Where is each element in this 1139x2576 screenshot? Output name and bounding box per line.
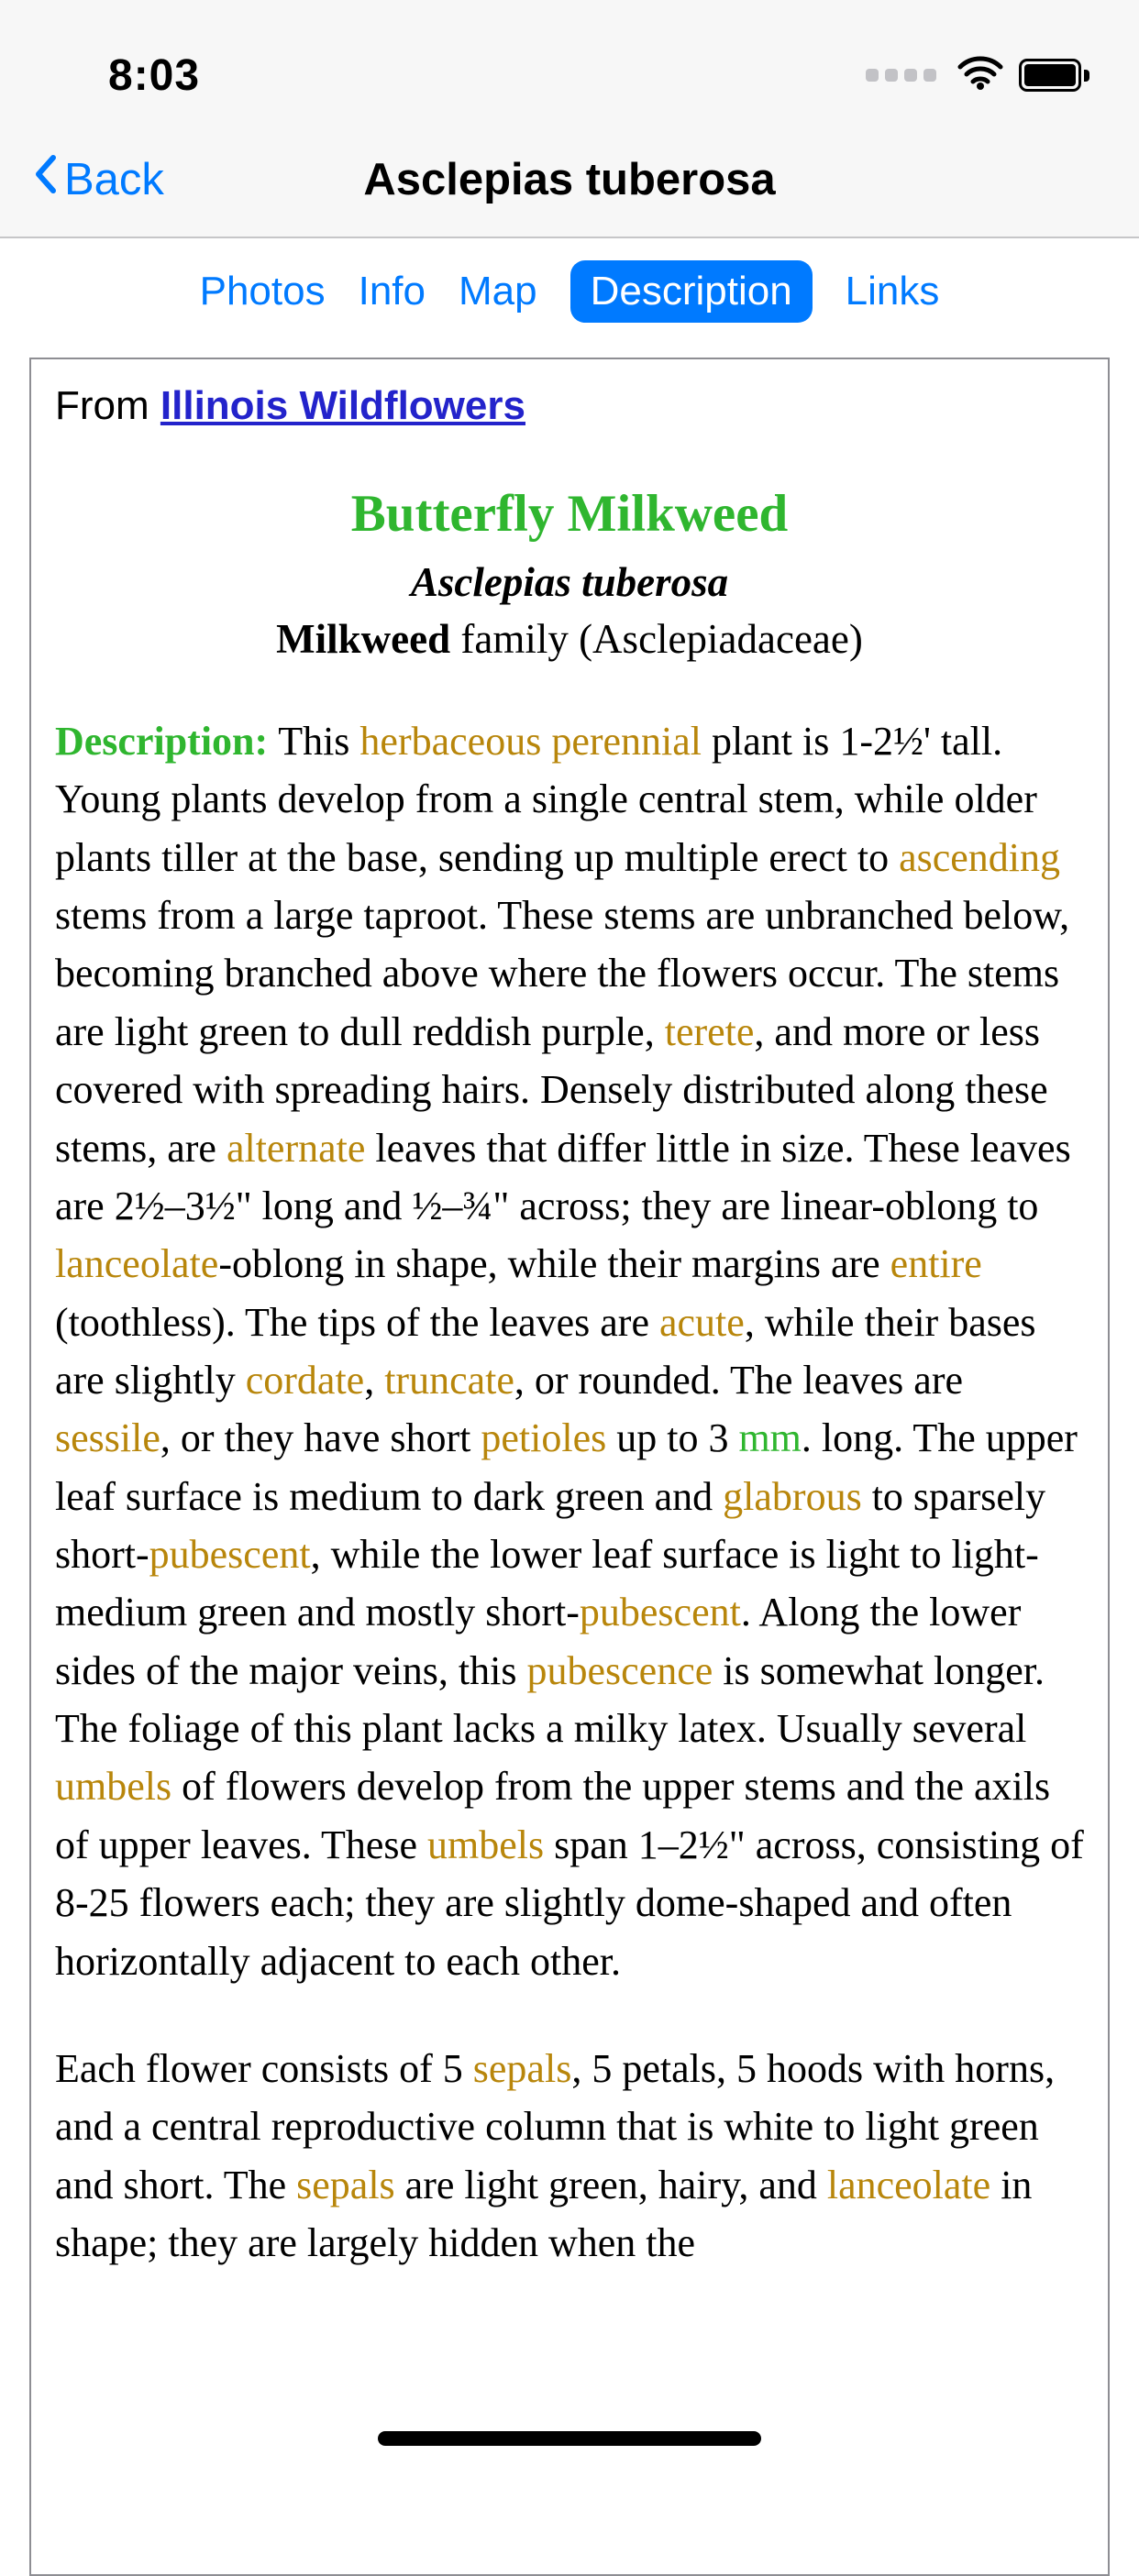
source-prefix: From bbox=[55, 383, 160, 428]
page-title: Asclepias tuberosa bbox=[363, 155, 776, 204]
text-segment: Each flower consists of 5 bbox=[55, 2045, 473, 2091]
text-segment: , or they have short bbox=[160, 1415, 481, 1461]
glossary-link[interactable]: pubescent bbox=[579, 1590, 741, 1635]
text-segment: is somewhat longer. The foliage of this plant lacks a milky latex. Usually several bbox=[55, 1647, 1045, 1752]
tab-info[interactable]: Info bbox=[358, 269, 426, 314]
plant-common-name-heading: Butterfly Milkweed bbox=[350, 485, 789, 543]
status-bar bbox=[0, 0, 1139, 123]
glossary-link[interactable]: umbels bbox=[55, 1764, 172, 1810]
text-segment: to sparsely short- bbox=[55, 1473, 1046, 1578]
chevron-left-icon bbox=[33, 154, 57, 205]
glossary-link[interactable]: herbaceous perennial bbox=[359, 719, 702, 764]
text-segment: . long. The upper leaf surface is medium to dark green and bbox=[55, 1415, 1078, 1519]
source-link[interactable]: Illinois Wildflowers bbox=[160, 383, 525, 428]
glossary-link[interactable]: ascending bbox=[899, 834, 1061, 880]
text-segment: , while the lower leaf surface is light to light-medium green and mostly short- bbox=[55, 1532, 1039, 1635]
text-segment: plant is 1-2½' tall. Young plants develop from a single central stem, while older plants tiller at the base, sending up multiple erect to bbox=[55, 719, 1037, 880]
glossary-link[interactable]: truncate bbox=[384, 1357, 514, 1403]
text-segment: -oblong in shape, while their margins are bbox=[218, 1241, 890, 1287]
text-segment: Description: bbox=[55, 719, 279, 764]
text-segment: . Along the lower sides of the major veins, this bbox=[55, 1590, 1022, 1693]
glossary-link[interactable]: petioles bbox=[481, 1415, 607, 1461]
glossary-link[interactable]: pubescence bbox=[526, 1647, 713, 1693]
text-segment: This bbox=[278, 719, 360, 764]
back-label: Back bbox=[64, 155, 164, 204]
text-segment: , and more or less covered with spreading hairs. Densely distributed along these stems, are bbox=[55, 1008, 1048, 1171]
home-indicator[interactable] bbox=[378, 2431, 761, 2446]
back-button[interactable] bbox=[33, 154, 164, 205]
tab-bar bbox=[0, 259, 1139, 325]
glossary-link[interactable]: cordate bbox=[245, 1357, 365, 1403]
glossary-link[interactable]: mm bbox=[738, 1415, 802, 1461]
description-content-box[interactable] bbox=[29, 358, 1110, 2576]
text-segment: leaves that differ little in size. These leaves are 2½–3½" long and ½–¾" across; they are linear-oblong to bbox=[55, 1125, 1071, 1228]
cellular-dots-icon bbox=[866, 69, 936, 82]
description-paragraph bbox=[55, 2040, 1084, 2272]
tab-map[interactable]: Map bbox=[458, 269, 537, 314]
tab-links[interactable]: Links bbox=[845, 269, 940, 314]
text-segment: up to 3 bbox=[606, 1415, 739, 1461]
glossary-link[interactable]: lanceolate bbox=[55, 1241, 219, 1287]
glossary-link[interactable]: pubescent bbox=[149, 1532, 311, 1578]
tab-photos[interactable]: Photos bbox=[199, 269, 326, 314]
text-segment: , while their bases are slightly bbox=[55, 1299, 1036, 1403]
glossary-link[interactable]: sessile bbox=[55, 1415, 160, 1461]
battery-icon bbox=[1019, 59, 1089, 92]
text-segment: are light green, hairy, and bbox=[394, 2162, 827, 2207]
status-icons bbox=[866, 56, 1089, 95]
status-time: 8:03 bbox=[108, 50, 201, 100]
plant-scientific-name: Asclepias tuberosa bbox=[410, 559, 729, 605]
glossary-link[interactable]: acute bbox=[659, 1299, 745, 1345]
text-segment: in shape; they are largely hidden when the bbox=[55, 2162, 1033, 2265]
text-segment: stems from a large taproot. These stems are unbranched below, becoming branched above where the flowers occur. The stems are light green to dull reddish purple, bbox=[55, 893, 1070, 1054]
text-segment: Milkweed bbox=[276, 616, 451, 662]
text-segment: , bbox=[364, 1357, 385, 1403]
text-segment: family (Asclepiadaceae) bbox=[450, 616, 863, 662]
glossary-link[interactable]: sepals bbox=[472, 2045, 572, 2091]
text-segment: , or rounded. The leaves are bbox=[514, 1357, 963, 1403]
text-segment: (toothless). The tips of the leaves are bbox=[55, 1299, 659, 1345]
nav-bar bbox=[0, 123, 1139, 237]
wifi-icon bbox=[957, 56, 1004, 95]
glossary-link[interactable]: entire bbox=[890, 1241, 982, 1287]
text-segment: , 5 petals, 5 hoods with horns, and a central reproductive column that is white to light green and short. The bbox=[55, 2045, 1056, 2207]
tab-description[interactable]: Description bbox=[570, 260, 813, 323]
plant-family-line bbox=[55, 615, 1084, 663]
top-chrome bbox=[0, 0, 1139, 238]
glossary-link[interactable]: umbels bbox=[427, 1822, 545, 1867]
source-line bbox=[55, 383, 1084, 429]
text-segment: span 1–2½" across, consisting of 8-25 flowers each; they are slightly dome-shaped and often horizontally adjacent to each other. bbox=[55, 1822, 1084, 1984]
glossary-link[interactable]: sepals bbox=[296, 2162, 395, 2207]
glossary-link[interactable]: terete bbox=[664, 1008, 755, 1054]
description-paragraph bbox=[55, 712, 1084, 1990]
glossary-link[interactable]: alternate bbox=[226, 1125, 366, 1171]
glossary-link[interactable]: lanceolate bbox=[826, 2162, 991, 2207]
text-segment: of flowers develop from the upper stems and the axils of upper leaves. These bbox=[55, 1764, 1051, 1867]
glossary-link[interactable]: glabrous bbox=[723, 1473, 862, 1519]
